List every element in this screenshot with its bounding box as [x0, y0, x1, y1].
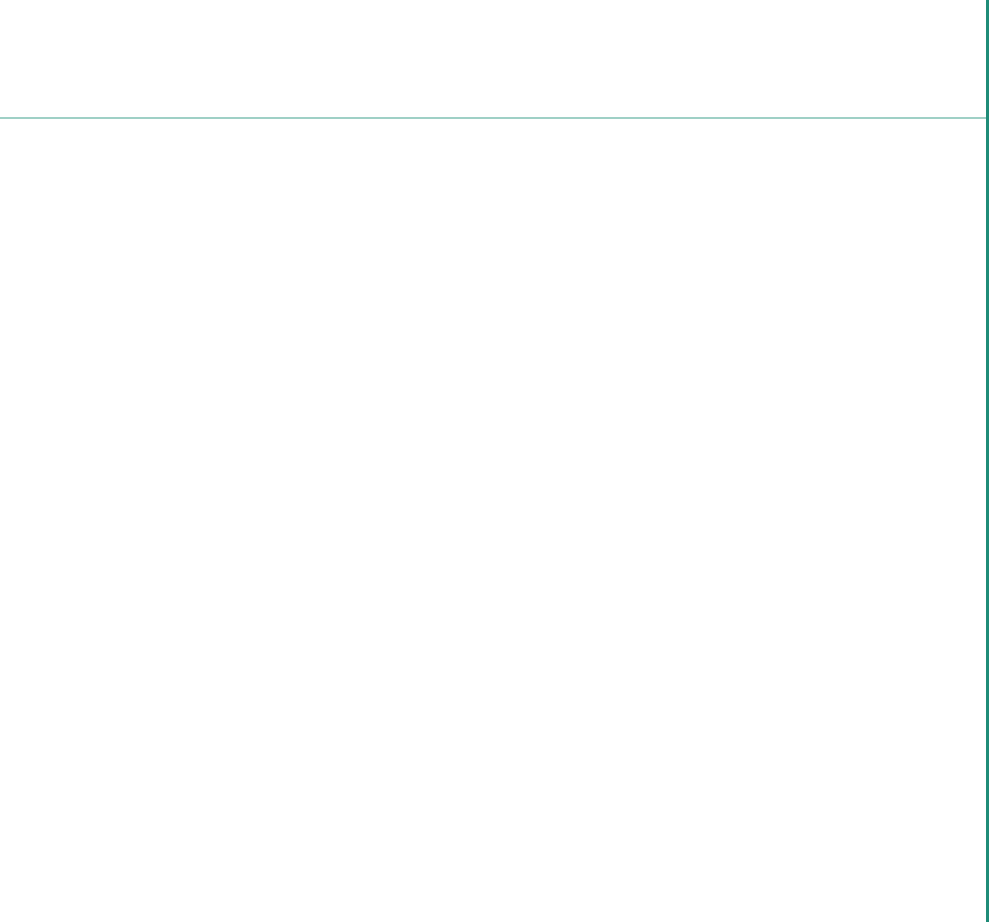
section-header [0, 90, 986, 119]
cut-off-text [0, 0, 1000, 6]
table-header [0, 30, 986, 90]
table-right-border [986, 0, 989, 922]
